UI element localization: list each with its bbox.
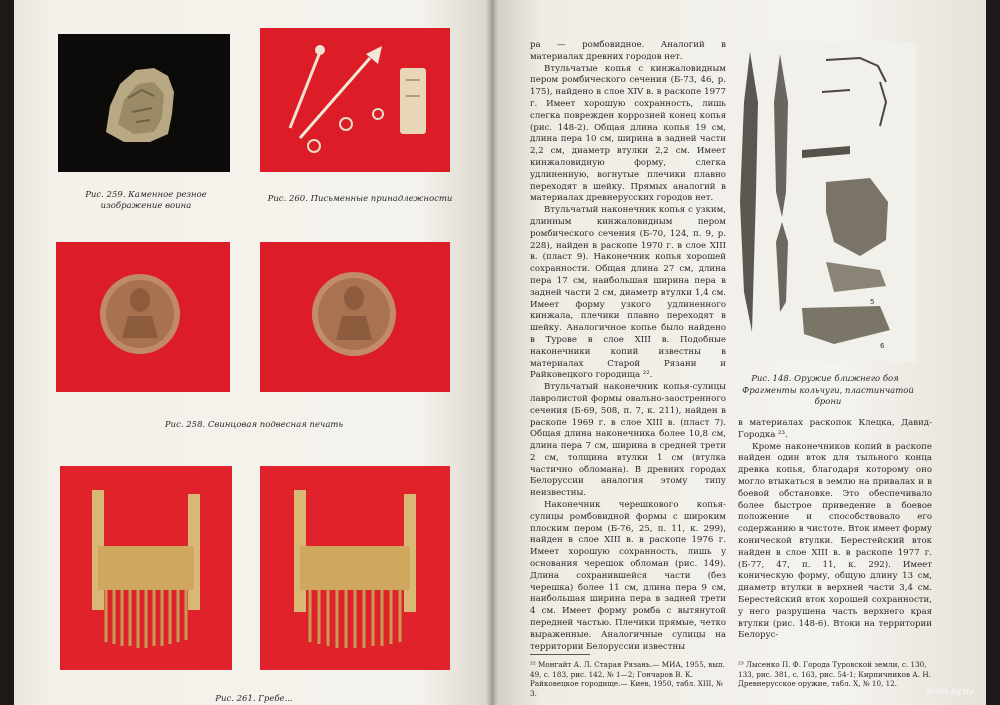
comb-back-image: [260, 466, 450, 670]
plate-comb-back: [260, 466, 450, 670]
svg-text:5: 5: [870, 298, 875, 306]
paragraph: ра — ромбовидное. Аналогий в материалах древних городов нет.: [530, 40, 726, 62]
svg-text:6: 6: [880, 342, 885, 350]
plate-writing-tools: [260, 28, 450, 172]
paragraph: Втульчатые копья с кинжаловидным пером ромбического сечения (Б-73, 46, р. 175), найдено в слое XIV в. в раскопе 1977 г. Имеет хорошую сохранность, лишь слегка поврежден коррозией конец копья (рис. 148-2). Общая длина копья 19 см, длина пера 10 см, ширина в задней части 2,2 см, диаметр втулки 2,2 см. Имеет кинжаловидную форму, слегка удлиненную, вогнутые плечики плавно переходят в шейку. Прямых аналогий в материалах древнерусских городов нет.: [530, 63, 726, 204]
caption-258: Рис. 258. Свинцовая подвесная печать: [164, 420, 344, 430]
plate-stone-carving: [58, 34, 230, 172]
caption-260: Рис. 260. Письменные принадлежности: [267, 194, 453, 204]
plate-seal-reverse: [260, 242, 450, 392]
paragraph: Кроме наконечников копий в раскопе найден один вток для тыльного конца древка копья, благодаря которому оно могло втыкаться в землю на привалах и в боевой обстановке. Это обеспечивало более быстрое приведение в боевое положение и способствовало его содержанию в чистоте. Вток имеет форму конической втулки. Берестейский вток найден в слое XIII в. в раскопе 1977 г. (Б-77, 47, п. 11, к. 292). Имеет коническую форму, общую длину 13 см, диаметр втулки в верхней части 3,4 см. Берестейский вток хорошей сохранности, у него разрушена часть верхнего края втулки (рис. 148-6). Втоки на территории Белорус-: [738, 441, 932, 641]
plate-comb-front: [60, 466, 232, 670]
caption-148-line1: Рис. 148. Оружие ближнего боя: [751, 374, 899, 384]
seal-reverse-image: [260, 242, 450, 392]
caption-148-line2: Фрагменты кольчуги, пластинчатой брони: [742, 386, 914, 407]
paragraph: в материалах раскопок Клецка, Давид-Городка ²³.: [738, 418, 932, 440]
footnote-divider: [530, 654, 590, 655]
watermark: www.ay.by: [926, 687, 974, 697]
seal-obverse-image: [56, 242, 230, 392]
plate-seal-obverse: [56, 242, 230, 392]
paragraph: Наконечник черешкового копья-сулицы ромбовидной формы с широким плоским пером (Б-76, 25, п. 11, к. 299), найден в слое XIII в. в раскопе 1976 г. Имеет хорошую сохранность, лишь у основания черешок обломан (рис. 149). Длина сохранившейся части (без черешка) более 11 см, длина пера 9 см, наибольшая ширина пера в задней трети 4 см. Имеет форму ромба с вытянутой передней частью. Плечики прямые, четко выраженные. Аналогичные сулицы на территории Белоруссии известны: [530, 500, 726, 652]
footnote-22: ²² Монгайт А. Л. Старая Рязань.— МИА, 1955, вып. 49, с. 183, рис. 142, № 1—2; Гончаров В. К. Райковецкое городище.— Киев, 1950, табл. XIII, № 3.: [530, 660, 726, 698]
caption-261: Рис. 261. Гребе...: [215, 694, 293, 704]
footnote-23: ²³ Лысенко П. Ф. Города Туровской земли, с. 130, 133, рис. 381, с. 163, рис. 54-1; Кирпичников А. Н. Древнерусское оружие, табл. X, № 10, 12.: [738, 660, 931, 689]
weapons-image: [730, 42, 916, 362]
stone-carving-image: [58, 34, 230, 172]
paragraph: Втульчатый наконечник копья-сулицы лавролистой формы овально-заостренного сечения (Б-69, 508, п. 7, к. 211), найден в раскопе 1969 г. в слое XIII в. (пласт 7). Общая длина наконечника более 10,8 см, длина пера 7 см, ширина в средней трети 2 см, толщина втулки 1 см (втулка частично обломана). В древних городах Белоруссии аналогия этому типу неизвестны.: [530, 382, 726, 499]
book-gutter: [486, 0, 498, 705]
right-page: [492, 0, 986, 705]
paragraph: Втульчатый наконечник копья с узким, длинным кинжаловидным пером ромбического сечения (Б-70, 124, п. 9, р. 228), найден в раскопе 1970 г. в слое XIII в. (пласт 9). Наконечник копья хорошей сохранности. Общая длина 27 см, длина пера 17 см, наибольшая ширина пера в задней части 2 см, диаметр втулки 1,4 см. Имеет форму узкого удлиненного кинжала, плечики плавно переходят в шейку. Аналогичное копье было найдено в Турове в слое XIII в. Подобные наконечники копий известны в материалах Старой Рязани и Райковецкого городища ²².: [530, 205, 726, 381]
figure-148-photo: [730, 42, 916, 362]
main-text-column: [530, 40, 726, 652]
caption-259: Рис. 259. Каменное резное изображение воина: [85, 190, 207, 211]
left-page: [14, 0, 492, 705]
comb-front-image: [60, 466, 232, 670]
writing-tools-image: [260, 28, 450, 172]
second-text-column: [738, 418, 932, 646]
